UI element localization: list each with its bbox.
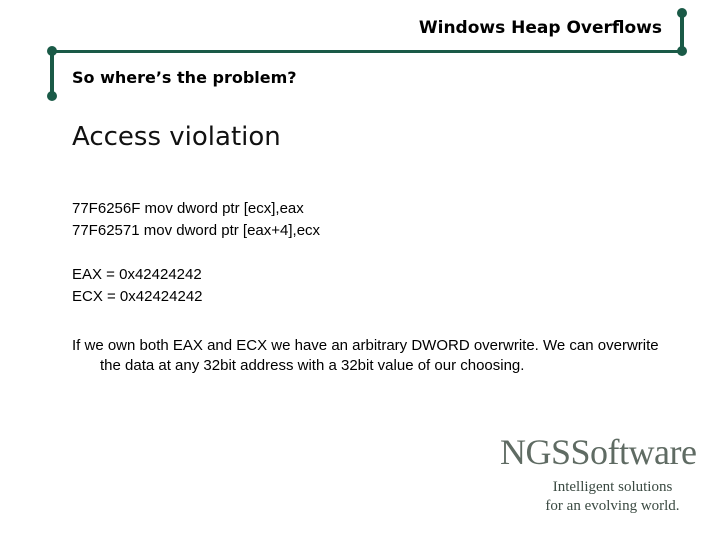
register-line: EAX = 0x42424242 [72, 266, 202, 283]
header-title: Windows Heap Overflows [418, 18, 662, 38]
code-line: 77F6256F mov dword ptr [ecx],eax [72, 200, 304, 217]
explanation-paragraph: If we own both EAX and ECX we have an arbitrary DWORD overwrite. We can overwrite the data at any 32bit address with a 32bit value of our choosing. [72, 337, 659, 374]
top-horizontal-rule [52, 50, 686, 53]
frame-dot-left-bottom [47, 91, 57, 101]
logo-tagline [500, 478, 720, 516]
code-block [72, 198, 320, 242]
logo-name: NGSSoftware [500, 432, 697, 472]
code-line: 77F62571 mov dword ptr [eax+4],ecx [72, 222, 321, 239]
frame-dot-right-top [677, 8, 687, 18]
frame-dot-right-bottom [677, 46, 687, 56]
slide-subtitle: So where’s the problem? [72, 68, 297, 87]
frame-dot-left-top [47, 46, 57, 56]
register-block [72, 264, 203, 308]
logo-tagline-line: Intelligent solutions [552, 479, 673, 495]
ngssoftware-logo [500, 430, 720, 516]
slide-heading: Access violation [72, 122, 281, 152]
logo-tagline-line: for an evolving world. [545, 498, 680, 514]
register-line: ECX = 0x42424242 [72, 288, 203, 305]
left-vertical-rule [50, 50, 54, 96]
